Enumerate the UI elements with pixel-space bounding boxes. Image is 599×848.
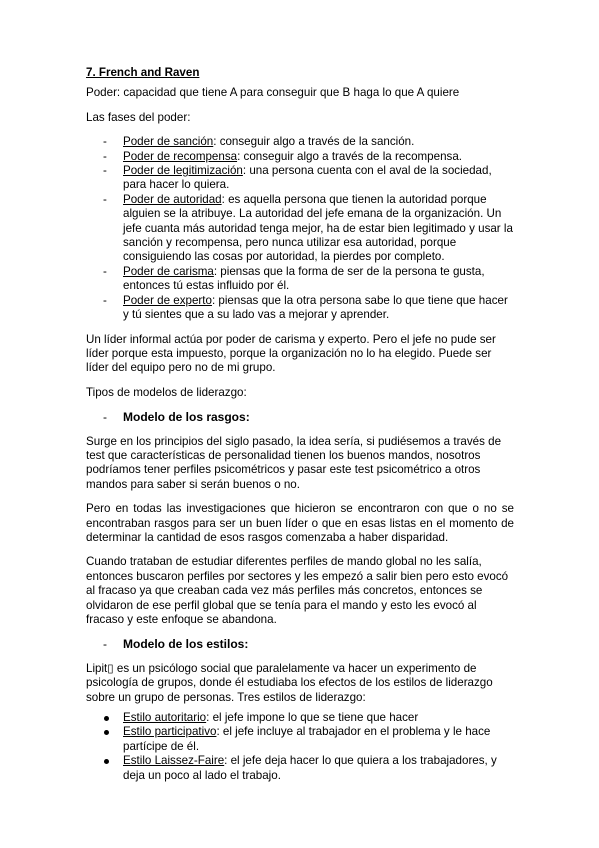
list-item (86, 164, 514, 193)
dash-bullet: - (103, 293, 107, 307)
bullet-dot-icon (104, 716, 109, 721)
item-term: Poder de sanción (123, 135, 214, 149)
bullet-dot-icon (104, 759, 109, 764)
item-term: Poder de carisma (123, 264, 214, 278)
item-term: Estilo Laissez-Faire (123, 754, 225, 768)
item-term: Poder de legitimización (123, 164, 243, 178)
dash-bullet: - (103, 164, 107, 178)
list-item (86, 711, 514, 725)
item-desc: : piensas que la forma de ser de la persona te gusta, entonces tú estas influido por él. (123, 264, 485, 293)
bullet-dot-icon (104, 730, 109, 735)
item-desc: : el jefe deja hacer lo que quiera a los trabajadores, y deja un poco al lado el trabajo. (123, 754, 497, 782)
estilos-list (86, 711, 514, 783)
rasgos-paragraph-2: Pero en todas las investigaciones que hicieron se encontraron con que o no se encontraban rasgos para ser un buen líder o que en esas listas en el momento de determinar la cantidad de esos rasgos comenzaba a haber disparidad. (86, 502, 514, 544)
document-page (86, 66, 514, 783)
list-item (86, 135, 514, 149)
dash-bullet: - (103, 192, 107, 206)
item-desc: : conseguir algo a través de la recompensa. (237, 149, 462, 163)
item-term: Poder de experto (123, 293, 212, 307)
rasgos-paragraph-1: Surge en los principios del siglo pasado, la idea sería, si pudiésemos a través de test que características de personalidad tienen los buenos mandos, nosotros podríamos tener perfiles psicométricos y pasar este test psicométrico a otros mandos para saber si serán buenos o no. (86, 434, 502, 491)
poder-definition: Poder: capacidad que tiene A para conseguir que B haga lo que A quiere (86, 86, 460, 100)
dash-bullet: - (103, 637, 107, 652)
item-term: Estilo autoritario (123, 711, 207, 725)
list-item (86, 193, 514, 265)
estilos-paragraph-1: Lipit▯ es un psicólogo social que paralelamente va hacer un experimento de psicología de grupos, donde él estudiaba los efectos de los estilos de liderazgo sobre un grupo de personas. Tres estilos de liderazgo: (86, 661, 493, 704)
rasgos-heading-text: Modelo de los rasgos: (123, 410, 250, 425)
section-title: 7. French and Raven (86, 66, 200, 79)
item-desc: : es aquella persona que tienen la autoridad porque alguien se la atribuye. La autoridad del jefe emana de la organización. Un jefe cuanta más autoridad tenga mejor, ha de estar bien legitimado y usar la sanción y recompensa, pero nunca utilizar esa autoridad, porque consiguiendo las cosas por autoridad, la pierdes por completo. (123, 192, 513, 264)
fases-label: Las fases del poder: (86, 110, 191, 124)
estilos-heading-text: Modelo de los estilos: (123, 637, 249, 652)
list-item (86, 725, 514, 754)
item-desc: : piensas que la otra persona sabe lo que tiene que hacer y tú sientes que a su lado vas a mejorar y aprender. (123, 293, 508, 322)
item-desc: : una persona cuenta con el aval de la sociedad, para hacer lo quiera. (123, 164, 492, 192)
list-item (86, 150, 514, 164)
dash-bullet: - (103, 135, 107, 149)
item-desc: : conseguir algo a través de la sanción. (213, 135, 415, 149)
rasgos-paragraph-3: Cuando trataban de estudiar diferentes perfiles de mando global no les salía, entonces buscaron perfiles por sectores y les empezó a salir bien pero esto evocó al fracaso ya que creaban cada vez más perfiles más concretos, entonces se olvidaron de ese perfil global que se tenía para el mando y esto les evocó al fracaso y este enfoque se abandona. (86, 555, 509, 626)
list-item (86, 754, 514, 783)
item-desc: : el jefe impone lo que se tiene que hacer (206, 711, 419, 725)
list-item (86, 265, 514, 294)
dash-bullet: - (103, 410, 107, 425)
item-term: Poder de recompensa (123, 149, 238, 163)
item-desc: : el jefe incluye al trabajador en el problema y le hace partícipe de él. (123, 725, 491, 753)
item-term: Poder de autoridad (123, 192, 222, 206)
fases-list (86, 135, 514, 322)
list-item (86, 294, 514, 323)
dash-bullet: - (103, 149, 107, 163)
rasgos-heading (86, 410, 514, 424)
item-term: Estilo participativo (123, 725, 217, 739)
tipos-label: Tipos de modelos de liderazgo: (86, 385, 247, 399)
estilos-heading (86, 637, 514, 651)
lider-informal-paragraph: Un líder informal actúa por poder de carisma y experto. Pero el jefe no pude ser líder porque esta impuesto, porque la organización no lo ha elegido. Puede ser líder del equipo pero no de mi grupo. (86, 332, 496, 375)
dash-bullet: - (103, 264, 107, 278)
